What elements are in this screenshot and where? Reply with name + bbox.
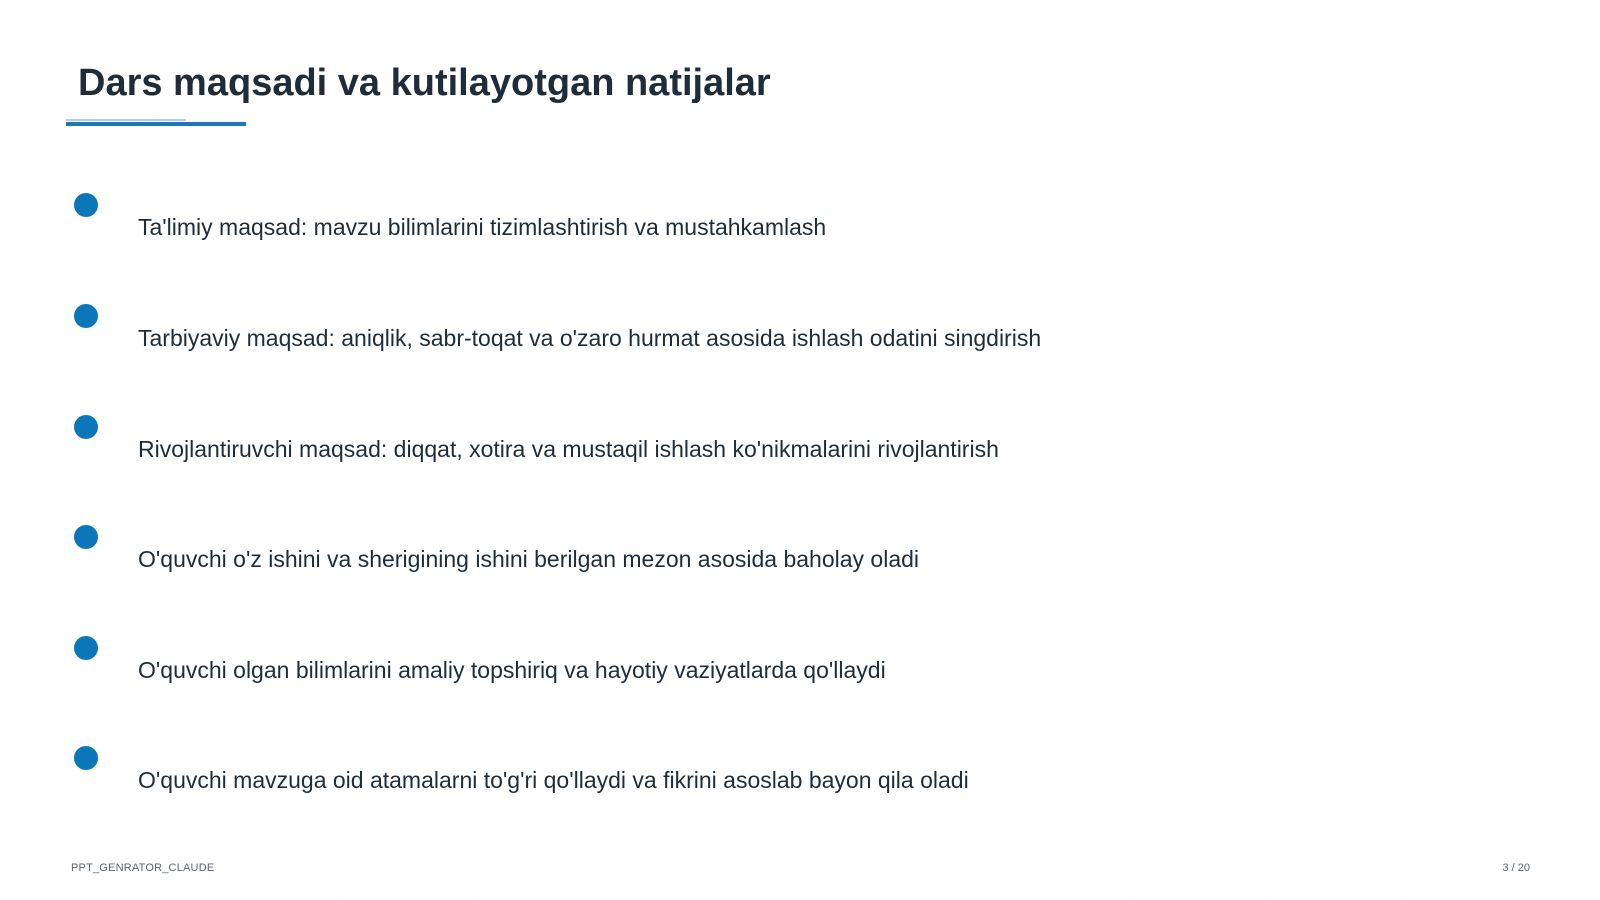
- list-item: [74, 636, 1374, 716]
- list-item: [74, 304, 1374, 384]
- list-item-text: O'quvchi o'z ishini va sherigining ishini berilgan mezon asosida baholay oladi: [138, 546, 920, 572]
- list-item-text: Tarbiyaviy maqsad: aniqlik, sabr-toqat va o'zaro hurmat asosida ishlash odatini singdirish: [138, 325, 1042, 351]
- list-item: [74, 746, 1374, 826]
- bullet-dot-icon: [74, 636, 98, 660]
- footer-source-label: PPT_GENRATOR_CLAUDE: [71, 862, 215, 874]
- bullet-dot-icon: [74, 304, 98, 328]
- list-item-text: Ta'limiy maqsad: mavzu bilimlarini tizimlashtirish va mustahkamlash: [138, 214, 827, 240]
- title-underline: [66, 122, 246, 126]
- list-item: [74, 193, 1374, 273]
- list-item-text: O'quvchi mavzuga oid atamalarni to'g'ri qo'llaydi va fikrini asoslab bayon qila oladi: [138, 767, 969, 793]
- list-item: [74, 525, 1374, 605]
- list-item-text: Rivojlantiruvchi maqsad: diqqat, xotira va mustaqil ishlash ko'nikmalarini rivojlantirish: [138, 436, 999, 462]
- slide-title: Dars maqsadi va kutilayotgan natijalar: [78, 62, 771, 104]
- list-item: [74, 415, 1374, 495]
- list-item-text: O'quvchi olgan bilimlarini amaliy topshiriq va hayotiy vaziyatlarda qo'llaydi: [138, 657, 886, 683]
- page-number: 3 / 20: [1502, 862, 1530, 874]
- bullet-dot-icon: [74, 415, 98, 439]
- bullet-dot-icon: [74, 525, 98, 549]
- bullet-dot-icon: [74, 193, 98, 217]
- bullet-dot-icon: [74, 746, 98, 770]
- title-underline-shadow: [66, 119, 186, 121]
